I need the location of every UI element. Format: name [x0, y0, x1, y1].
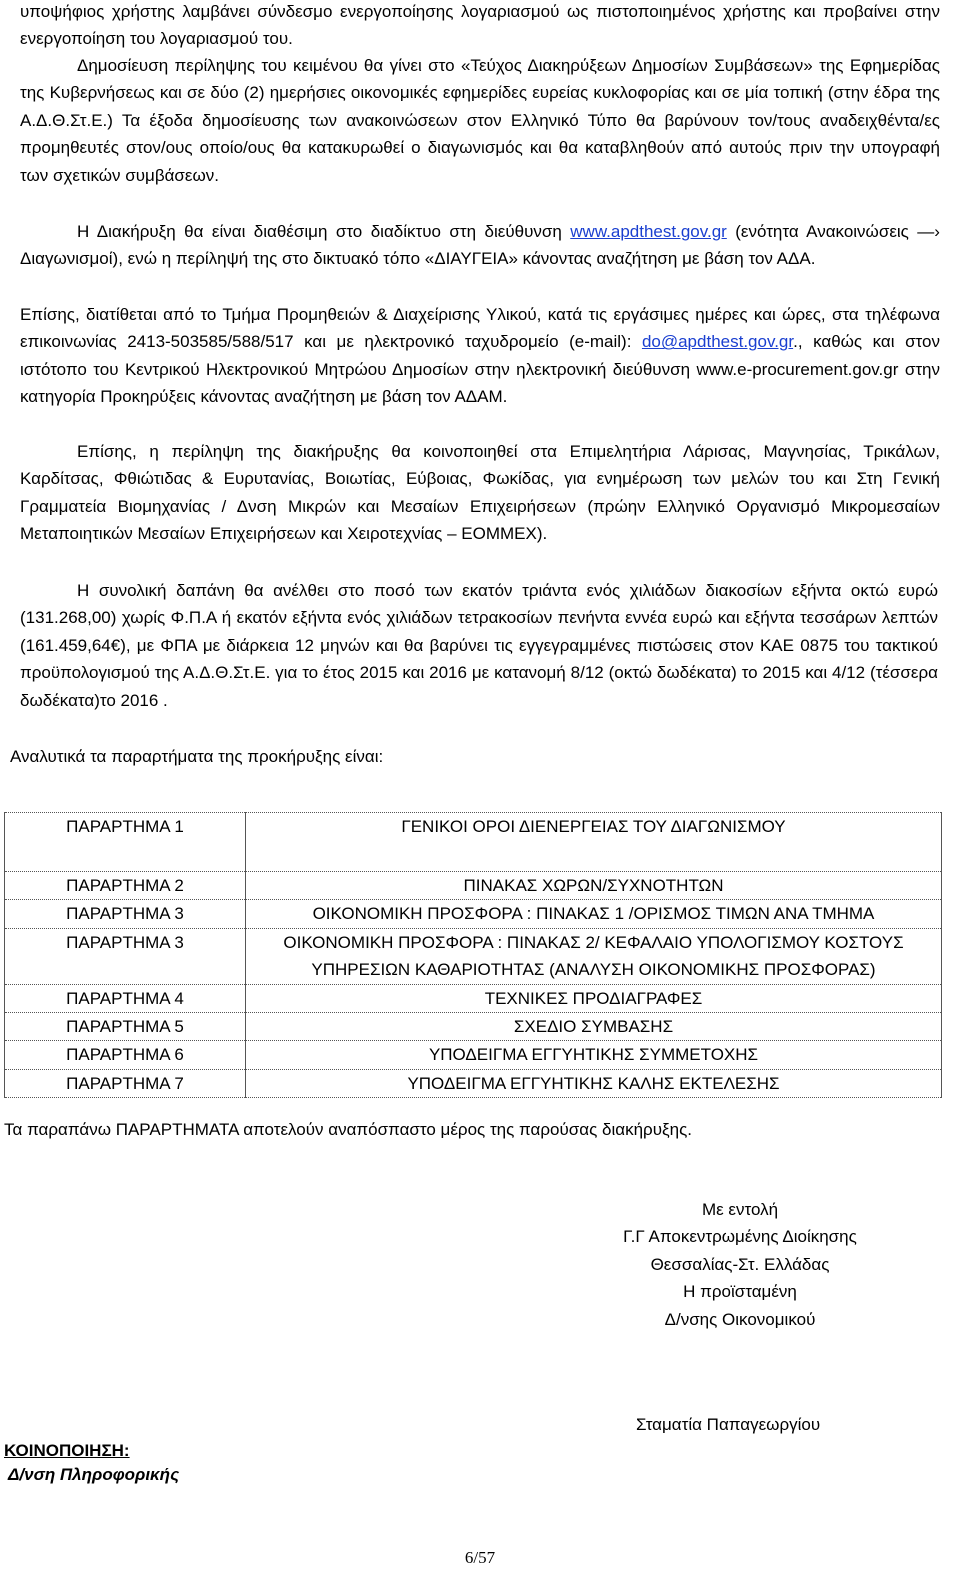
annex-label: ΠΑΡΑΡΤΗΜΑ 1: [5, 813, 246, 872]
annex-label: ΠΑΡΑΡΤΗΜΑ 6: [5, 1041, 246, 1069]
table-row: [5, 1069, 942, 1097]
annex-title: ΣΧΕΔΙΟ ΣΥΜΒΑΣΗΣ: [246, 1013, 942, 1041]
distribution-recipient: Δ/νση Πληροφορικής: [8, 1465, 180, 1484]
paragraph-contact: [20, 301, 940, 411]
table-row: [5, 813, 942, 872]
website-link[interactable]: www.apdthest.gov.gr: [570, 222, 727, 241]
table-row: [5, 928, 942, 984]
table-row: [5, 1013, 942, 1041]
annex-table: [4, 812, 942, 1098]
annex-label: ΠΑΡΑΡΤΗΜΑ 4: [5, 984, 246, 1012]
annex-label: ΠΑΡΑΡΤΗΜΑ 7: [5, 1069, 246, 1097]
paragraph-budget: Η συνολική δαπάνη θα ανέλθει στο ποσό των εκατόν τριάντα ενός χιλιάδων διακοσίων εξήντα οκτώ ευρώ (131.268,00) χωρίς Φ.Π.Α ή εκατόν εξήντα ενός χιλιάδων τετρακοσίων πενήντα εννέα ευρώ και εξήντα τεσσάρων λεπτών (161.459,64€), με ΦΠΑ με διάρκεια 12 μηνών και θα βαρύνει τις εγγεγραμμένες πιστώσεις στον ΚΑΕ 0875 του τακτικού προϋπολογισμού της Α.Δ.Θ.Στ.Ε. για το έτος 2015 και 2016 με κατανομή 8/12 (οκτώ δωδέκατα) το 2015 και 4/12 (τέσσερα δωδέκατα)το 2016 .: [20, 581, 938, 710]
paragraph-contact-pre: Επίσης, διατίθεται από το Τμήμα Προμηθειών & Διαχείρισης Υλικού, κατά τις εργάσιμες ημέρες και ώρες, στα τηλέφωνα επικοινωνίας 2413-503585/588/517 και με ηλεκτρονικό ταχυδρομείο (e-mail):: [20, 305, 940, 352]
table-row: [5, 900, 942, 928]
paragraph-availability-post: (ενότητα Ανακοινώσεις —› Διαγωνισμοί), ενώ η περίληψή της στο δικτυακό τόπο «ΔΙΑΥΓΕΙΑ» κάνοντας αναζήτηση με βάση τον ΑΔΑ.: [20, 222, 940, 269]
signature-line-5: Δ/νσης Οικονομικού: [664, 1309, 816, 1329]
signature-line-3: Θεσσαλίας-Στ. Ελλάδας: [650, 1254, 830, 1274]
signature-line-1: Με εντολή: [701, 1200, 779, 1219]
distribution-heading: ΚΟΙΝΟΠΟΙΗΣΗ:: [4, 1441, 130, 1460]
annex-title: ΥΠΟΔΕΙΓΜΑ ΕΓΓΥΗΤΙΚΗΣ ΣΥΜΜΕΤΟΧΗΣ: [246, 1041, 942, 1069]
annex-label: ΠΑΡΑΡΤΗΜΑ 5: [5, 1013, 246, 1041]
email-link[interactable]: do@apdthest.gov.gr: [641, 332, 794, 352]
paragraph-publication-text: Δημοσίευση περίληψης του κειμένου θα γίνει στο «Τεύχος Διακηρύξεων Δημοσίων Συμβάσεων» της Εφημερίδας της Κυβερνήσεως και σε δύο (2) ημερήσιες οικονομικές εφημερίδες ευρείας κυκλοφορίας και σε μία τοπική (στην έδρα της Α.Δ.Θ.Στ.Ε.) Τα έξοδα δημοσίευσης των ανακοινώσεων στον Ελληνικό Τύπο θα βαρύνουν τον/τους αναδειχθέντα/ες προμηθευτές στον/ους οποίο/ους θα κατακυρωθεί ο διαγωνισμός και θα καταβληθούν από αυτούς πριν την υπογραφή των σχετικών συμβάσεων.: [20, 56, 940, 185]
signature-block: [560, 1196, 920, 1333]
paragraph-publication: [20, 52, 940, 189]
annex-label: ΠΑΡΑΡΤΗΜΑ 3: [5, 900, 246, 928]
annex-title: ΟΙΚΟΝΟΜΙΚΗ ΠΡΟΣΦΟΡΑ : ΠΙΝΑΚΑΣ 2/ ΚΕΦΑΛΑΙΟ ΥΠΟΛΟΓΙΣΜΟΥ ΚΟΣΤΟΥΣ ΥΠΗΡΕΣΙΩΝ ΚΑΘΑΡΙΟΤΗΤΑΣ (ΑΝΑΛΥΣΗ ΟΙΚΟΝΟΜΙΚΗΣ ΠΡΟΣΦΟΡΑΣ): [246, 928, 942, 984]
annex-title: ΓΕΝΙΚΟΙ ΟΡΟΙ ΔΙΕΝΕΡΓΕΙΑΣ ΤΟΥ ΔΙΑΓΩΝΙΣΜΟΥ: [246, 813, 942, 872]
signer-name: Σταματία Παπαγεωργίου: [636, 1415, 821, 1434]
signature-line-2: Γ.Γ Αποκεντρωμένης Διοίκησης: [623, 1227, 857, 1247]
annex-label: ΠΑΡΑΡΤΗΜΑ 2: [5, 872, 246, 900]
table-row: [5, 1041, 942, 1069]
annex-title: ΤΕΧΝΙΚΕΣ ΠΡΟΔΙΑΓΡΑΦΕΣ: [246, 984, 942, 1012]
paragraph-availability-pre: Η Διακήρυξη θα είναι διαθέσιμη στο διαδίκτυο στη διεύθυνση: [77, 222, 571, 241]
table-row: [5, 872, 942, 900]
page-number: 6/57: [464, 1548, 496, 1567]
annex-label: ΠΑΡΑΡΤΗΜΑ 3: [5, 928, 246, 984]
annex-title: ΟΙΚΟΝΟΜΙΚΗ ΠΡΟΣΦΟΡΑ : ΠΙΝΑΚΑΣ 1 /ΟΡΙΣΜΟΣ ΤΙΜΩΝ ΑΝΑ ΤΜΗΜΑ: [246, 900, 942, 928]
table-row: [5, 984, 942, 1012]
paragraph-account-activation: υποψήφιος χρήστης λαμβάνει σύνδεσμο ενεργοποίησης λογαριασμού ως πιστοποιημένος χρήστης και προβαίνει στην ενεργοποίηση του λογαριασμού του.: [20, 2, 940, 49]
signature-line-4: Η προϊσταμένη: [683, 1282, 797, 1302]
annex-title: ΠΙΝΑΚΑΣ ΧΩΡΩΝ/ΣΥΧΝΟΤΗΤΩΝ: [246, 872, 942, 900]
paragraph-availability: [20, 218, 940, 273]
annex-title: ΥΠΟΔΕΙΓΜΑ ΕΓΓΥΗΤΙΚΗΣ ΚΑΛΗΣ ΕΚΤΕΛΕΣΗΣ: [246, 1069, 942, 1097]
annex-note: Τα παραπάνω ΠΑΡΑΡΤΗΜΑΤΑ αποτελούν αναπόσπαστο μέρος της παρούσας διακήρυξης.: [4, 1120, 692, 1139]
annex-intro: Αναλυτικά τα παραρτήματα της προκήρυξης είναι:: [10, 747, 384, 766]
paragraph-chambers: Επίσης, η περίληψη της διακήρυξης θα κοινοποιηθεί στα Επιμελητήρια Λάρισας, Μαγνησίας, Τρικάλων, Καρδίτσας, Φθιώτιδας & Ευρυτανίας, Βοιωτίας, Εύβοιας, Φωκίδας, για ενημέρωση των μελών του και Στη Γενική Γραμματεία Βιομηχανίας / Δνση Μικρών και Μεσαίων Επιχειρήσεων (πρώην Ελληνικό Οργανισμό Μικρομεσαίων Μεταποιητικών Μεσαίων Επιχειρήσεων και Χειροτεχνίας – ΕΟΜΜΕΧ).: [20, 442, 940, 544]
paragraph-contact-post: ., καθώς και στον ιστότοπο του Κεντρικού Ηλεκτρονικού Μητρώου Δημοσίων στην ηλεκτρονική διεύθυνση www.e-procurement.gov.gr στην κατηγορία Προκηρύξεις κάνοντας αναζήτηση με βάση τον ΑΔΑΜ.: [20, 332, 940, 407]
